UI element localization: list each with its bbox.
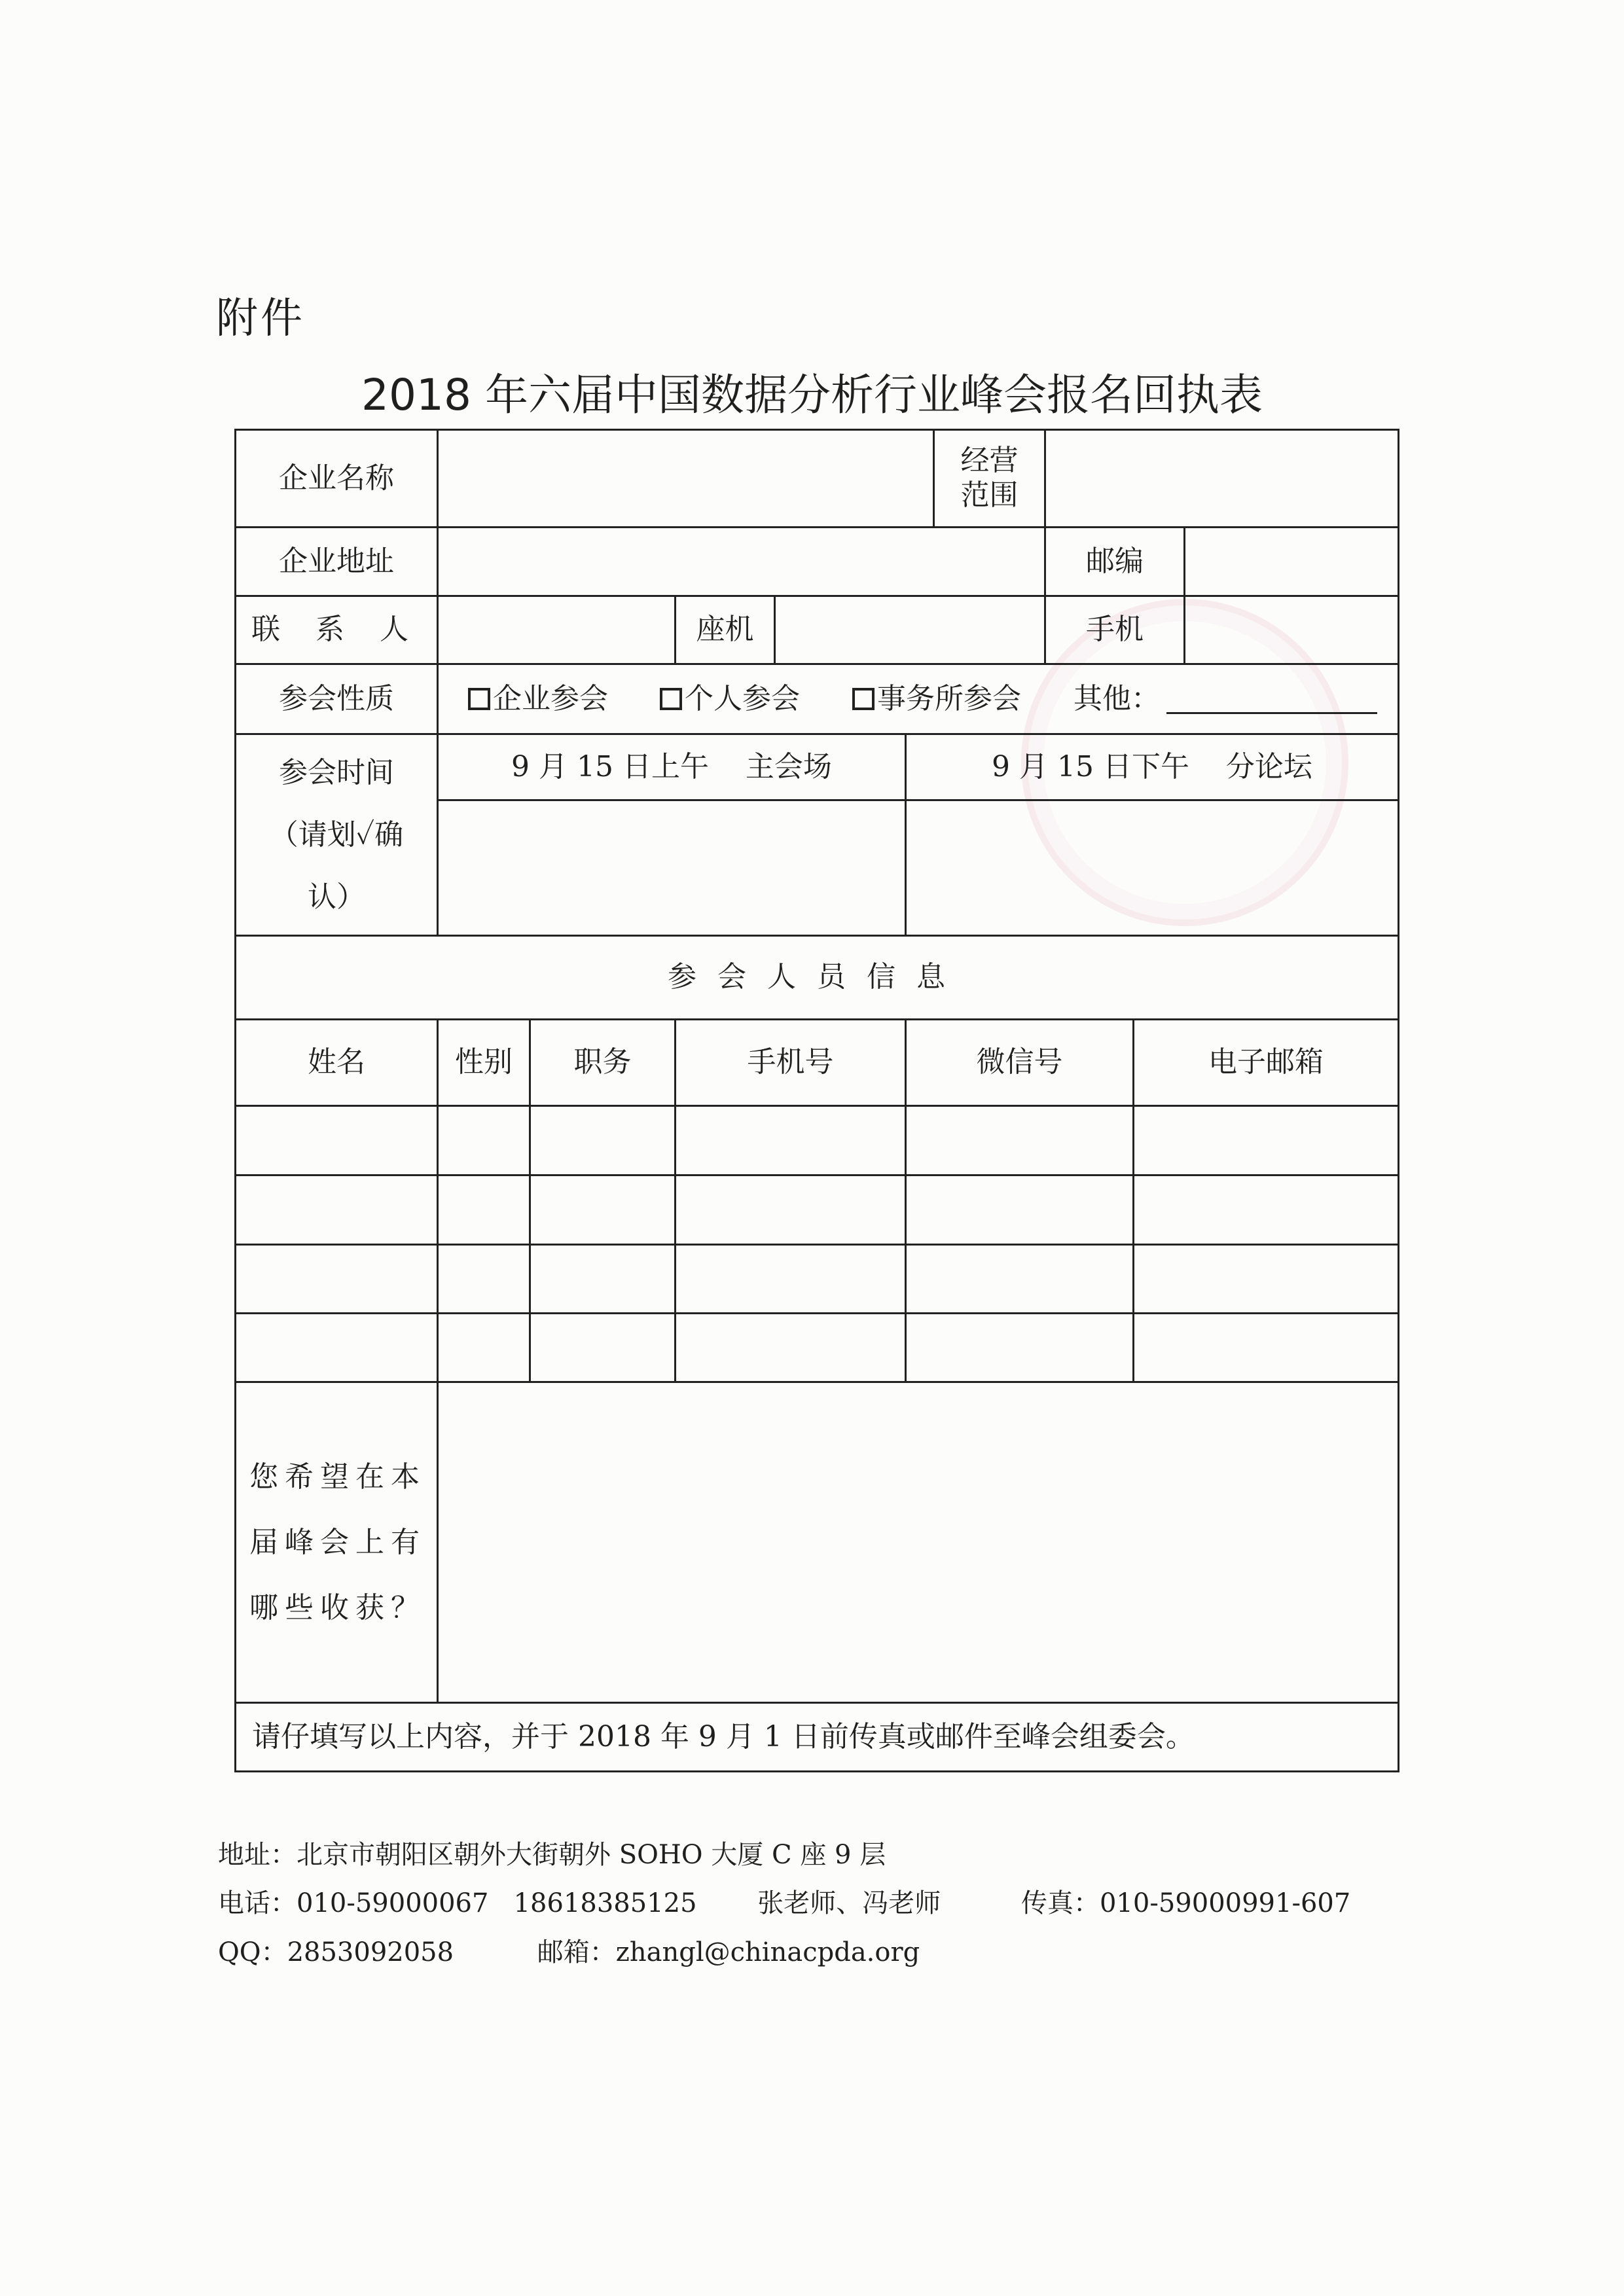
business-scope-field[interactable] [1046,431,1398,526]
business-scope-label [935,431,1044,526]
expectation-field[interactable] [439,1383,1398,1702]
footer-address: 地址：北京市朝阳区朝外大街朝外 SOHO 大厦 C 座 9 层 [218,1840,886,1870]
footer-teachers: 张老师、冯老师 [757,1888,941,1918]
expectation-label [249,1383,433,1702]
table-row[interactable] [236,1176,1398,1244]
option-enterprise[interactable] [468,665,608,733]
participation-type-label: 参会性质 [279,681,394,715]
attendance-time-label-line2: （请划✓确 [269,818,404,852]
option-individual-label: 个人参会 [685,681,800,715]
company-name-label: 企业名称 [279,461,394,495]
other-label: 其他： [1074,681,1160,715]
mobile-field[interactable] [1185,597,1398,663]
footer-phone: 电话：010-59000067 18618385125 [218,1888,697,1918]
footer-qq-email-line [218,1931,920,1969]
expectation-label-line3: 哪些收获？ [249,1590,426,1624]
business-scope-label-line1: 经营 [960,444,1019,478]
footer-qq: QQ：2853092058 [218,1937,454,1967]
table-row[interactable] [236,1246,1398,1312]
expectation-label-line2: 届峰会上有 [249,1525,426,1559]
company-name-field[interactable] [439,431,933,526]
session-morning-main: 9 月 15 日上午 主会场 [511,749,832,783]
col-gender: 性别 [455,1045,513,1079]
checkbox-icon[interactable] [468,688,490,710]
col-email: 电子邮箱 [1208,1045,1324,1079]
session-morning-check[interactable] [439,801,905,935]
checkbox-icon[interactable] [852,688,875,710]
company-address-label: 企业地址 [279,544,394,578]
company-address-field[interactable] [439,528,1044,595]
col-wechat: 微信号 [976,1045,1063,1079]
annex-label: 附件 [216,295,305,343]
option-firm[interactable] [852,665,1021,733]
other-field[interactable] [1166,712,1377,714]
table-row[interactable] [236,1314,1398,1381]
checkbox-icon[interactable] [660,688,682,710]
table-row[interactable] [236,1107,1398,1174]
postcode-label: 邮编 [1086,544,1144,578]
mobile-label: 手机 [1086,613,1144,647]
session-afternoon-check[interactable] [907,801,1398,935]
col-position: 职务 [573,1045,632,1079]
submission-note: 请仔填写以上内容，并于 2018 年 9 月 1 日前传真或邮件至峰会组委会。 [252,1719,1195,1753]
session-afternoon-breakout: 9 月 15 日下午 分论坛 [992,749,1312,783]
footer-email: 邮箱：zhangl@chinacpda.org [537,1937,920,1967]
option-firm-label: 事务所参会 [877,681,1021,715]
attendee-section-title: 参会人员信息 [668,960,966,994]
form-title: 2018 年六届中国数据分析行业峰会报名回执表 [361,370,1263,420]
expectation-label-line1: 您希望在本 [249,1460,426,1494]
attendance-time-label-line1: 参会时间 [279,756,394,789]
attendance-time-label [236,735,437,935]
landline-label: 座机 [696,613,754,647]
option-individual[interactable] [660,665,800,733]
attendance-time-label-line3: 认） [308,880,365,914]
business-scope-label-line2: 范围 [960,478,1019,512]
footer-fax: 传真：010-59000991-607 [1020,1888,1351,1918]
postcode-field[interactable] [1185,528,1398,595]
col-name: 姓名 [308,1045,365,1079]
col-mobile: 手机号 [747,1045,834,1079]
contact-person-field[interactable] [439,597,674,663]
landline-field[interactable] [776,597,1044,663]
option-enterprise-label: 企业参会 [493,681,608,715]
footer-contact-line [218,1882,1350,1920]
contact-person-label: 联 系 人 [251,613,422,647]
